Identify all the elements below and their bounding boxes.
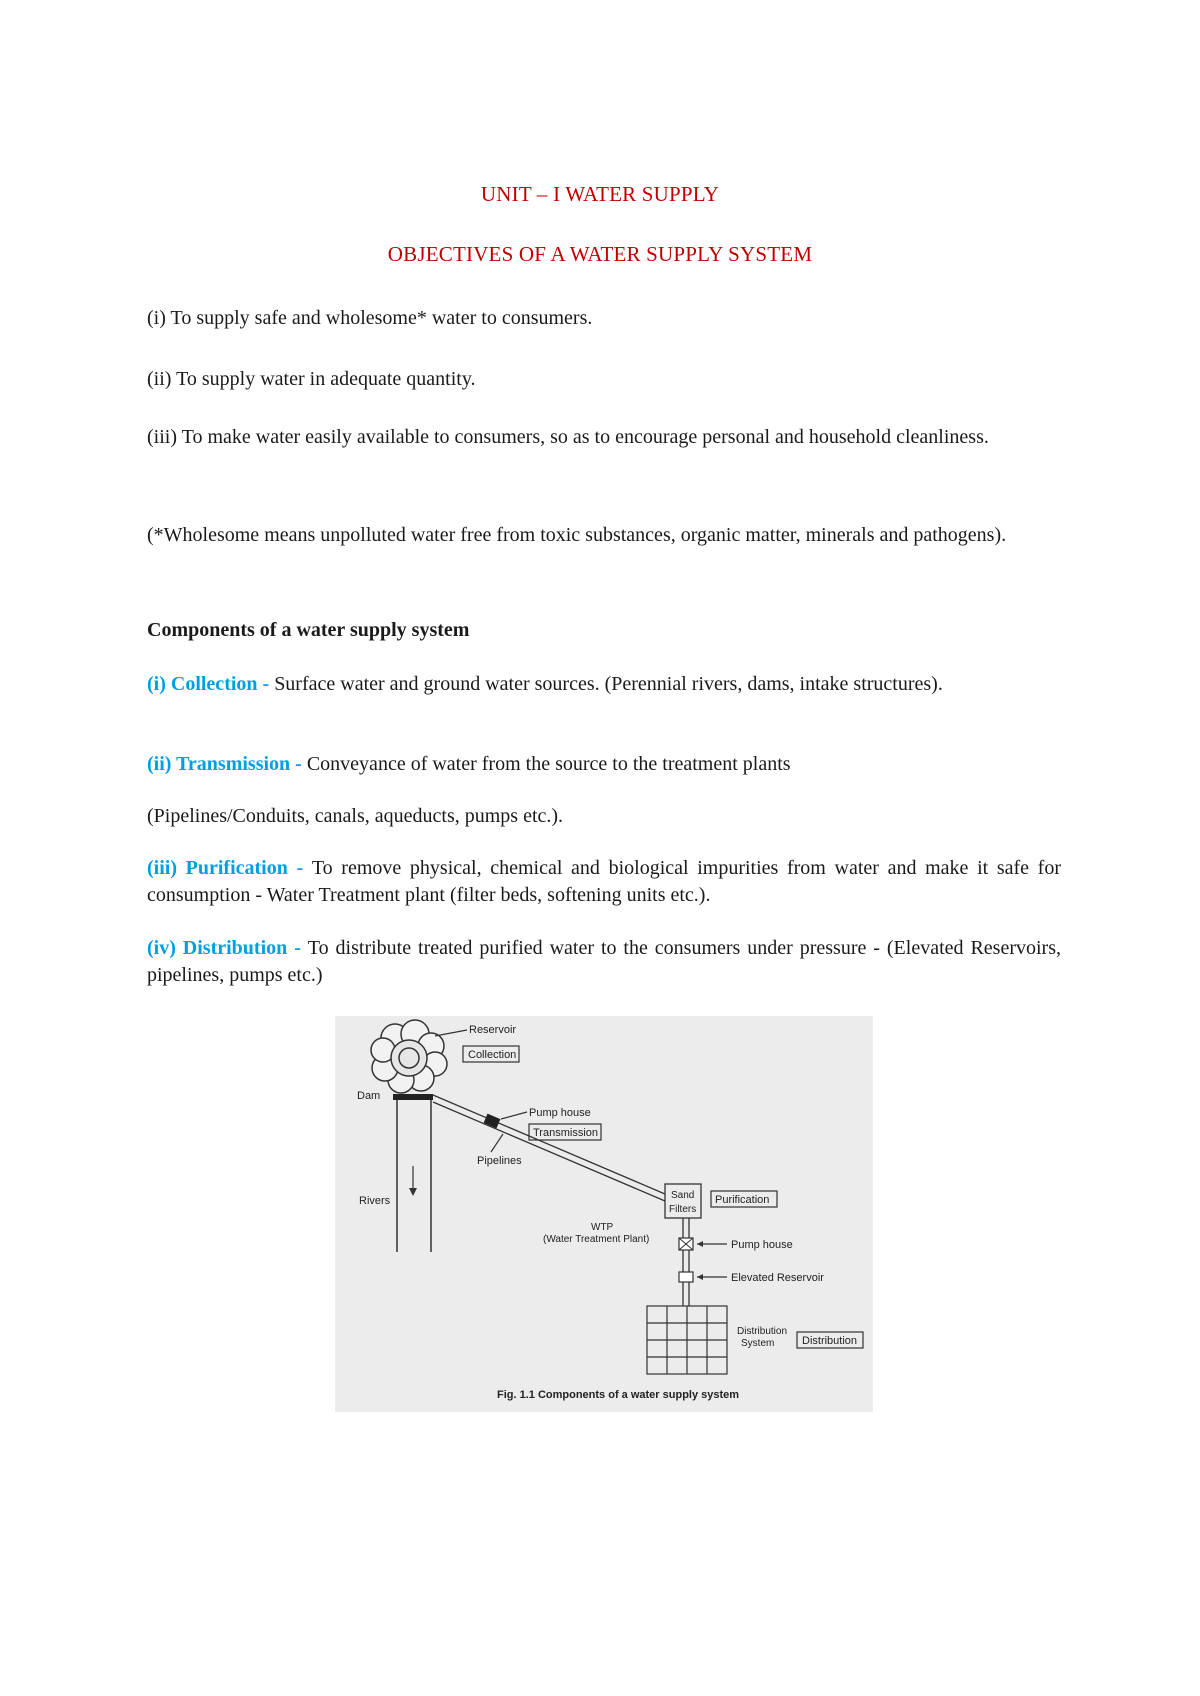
label-pump-house-bottom: Pump house — [731, 1239, 793, 1251]
component-text: To remove physical, chemical and biological impurities from water and make it safe for consumption - Water Treatment plant (filter beds, softening units etc.). — [147, 857, 1061, 906]
elevated-reservoir-icon — [679, 1272, 693, 1282]
reservoir-icon — [371, 1020, 447, 1093]
component-purification — [147, 855, 1061, 909]
label-elevated-reservoir: Elevated Reservoir — [731, 1272, 824, 1284]
label-dam: Dam — [357, 1090, 381, 1102]
water-supply-figure — [335, 1016, 873, 1412]
wholesome-note: (*Wholesome means unpolluted water free from toxic substances, organic matter, minerals and pathogens). — [147, 524, 1007, 546]
label-collection: Collection — [468, 1049, 517, 1061]
pump-house-icon — [484, 1114, 501, 1129]
label-distribution-1: Distribution — [737, 1326, 788, 1337]
component-text: Conveyance of water from the source to the treatment plants — [306, 753, 791, 775]
objective-1: (i) To supply safe and wholesome* water to consumers. — [147, 307, 593, 329]
component-term: (iii) Purification - — [147, 857, 312, 879]
unit-title: UNIT – I WATER SUPPLY — [480, 182, 720, 206]
objective-2: (ii) To supply water in adequate quantity. — [147, 368, 476, 390]
component-text: Surface water and ground water sources. (Perennial rivers, dams, intake structures). — [274, 673, 943, 695]
objectives-heading: OBJECTIVES OF A WATER SUPPLY SYSTEM — [387, 242, 813, 266]
label-pipelines: Pipelines — [477, 1155, 522, 1167]
label-sand: Sand — [671, 1190, 695, 1201]
component-term: (ii) Transmission - — [147, 753, 307, 775]
component-term: (i) Collection - — [147, 673, 275, 695]
component-text: To distribute treated purified water to the consumers under pressure - (Elevated Reservoirs, pipelines, pumps etc.) — [147, 937, 1061, 986]
label-distribution-2: System — [741, 1338, 775, 1349]
objective-3: (iii) To make water easily available to consumers, so as to encourage personal and household cleanliness. — [147, 426, 989, 448]
transmission-continued: (Pipelines/Conduits, canals, aqueducts, pumps etc.). — [147, 805, 564, 827]
component-distribution — [147, 935, 1061, 989]
label-distribution-box: Distribution — [802, 1335, 858, 1347]
label-wtp: WTP — [591, 1222, 614, 1233]
water-supply-diagram — [335, 1016, 873, 1412]
label-pump-house-top: Pump house — [529, 1107, 591, 1119]
label-filters: Filters — [669, 1204, 697, 1215]
label-reservoir: Reservoir — [469, 1024, 517, 1036]
components-title: Components of a water supply system — [147, 619, 470, 641]
component-collection — [147, 671, 1061, 698]
label-transmission: Transmission — [533, 1127, 598, 1139]
component-transmission — [147, 751, 1061, 778]
distribution-grid-icon — [647, 1306, 727, 1374]
figure-caption: Fig. 1.1 Components of a water supply system — [497, 1389, 740, 1401]
label-purification: Purification — [715, 1194, 770, 1206]
label-rivers: Rivers — [359, 1195, 391, 1207]
dam-icon — [393, 1094, 433, 1100]
label-wtp-full: (Water Treatment Plant) — [543, 1234, 650, 1245]
component-term: (iv) Distribution - — [147, 937, 308, 959]
